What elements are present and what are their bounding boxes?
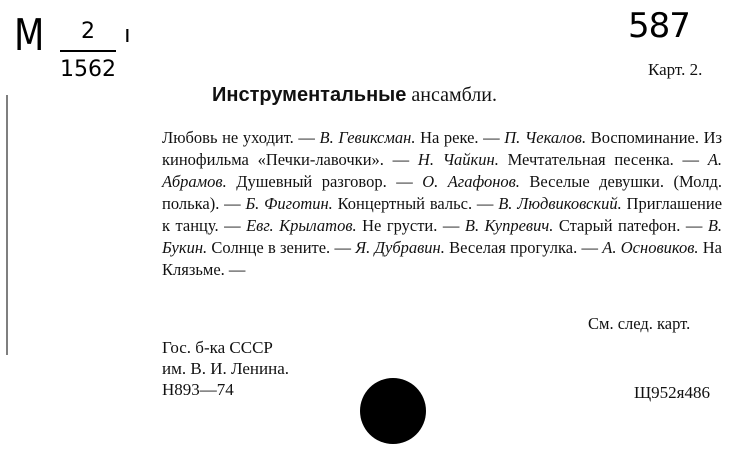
shelf-letter: М [14, 10, 45, 61]
see-next-card: См. след. карт. [588, 314, 691, 333]
entry-author: В. Купревич. [464, 216, 554, 235]
entry-title: Веселая прогулка. [449, 238, 578, 257]
entry-title: Воспоминание. Из кинофильма «Печки-лавочки». [162, 128, 723, 169]
entry-title: Солнце в зените. [211, 238, 331, 257]
shelf-mark: ı [124, 20, 131, 48]
entry-author: Н. Чайкин. [417, 150, 499, 169]
heading-rest: ансамбли. [411, 84, 497, 106]
library-line-3: Н893—74 [162, 380, 234, 399]
entries-list: Любовь не уходит. — В. Гевиксман. На реке. — П. Чекалов. Воспоминание. Из кинофильма «Печки-лавочки». — Н. Чайкин. Мечтательная песенка. — А. Абрамов. Душевный разговор. — О. Агафонов. Веселые девушки. (Молд. полька). — Б. Фиготин. Концертный вальс. — В. Людвиковский. Приглашение к танцу. — Евг. Крылатов. Не грусти. — В. Купревич. Старый патефон. — В. Букин. Солнце в зените. — Я. Дубравин. Веселая прогулка. — А. Основиков. На Клязьме. — [162, 128, 723, 279]
entry-title: Веселые девушки. (Молд. полька). [162, 172, 723, 213]
entry-title: На реке. [420, 128, 479, 147]
entry-author: А. Основиков. [602, 238, 699, 257]
catalog-code: Щ952я486 [634, 383, 710, 402]
entry-author: В. Букин. [162, 216, 723, 257]
inventory-number: 587 [628, 6, 690, 46]
section-heading [212, 84, 497, 107]
shelf-fraction-top: 2 [60, 14, 116, 52]
entry-author: Евг. Крылатов. [246, 216, 357, 235]
card-number: Карт. 2. [648, 60, 703, 79]
entry-author: О. Агафонов. [422, 172, 520, 191]
entry-author: В. Людвиковский. [498, 194, 622, 213]
shelf-fraction [60, 14, 116, 88]
card-edge-shadow [6, 95, 8, 355]
entry-title: Мечтательная песенка. [507, 150, 674, 169]
entry-author: Б. Фиготин. [245, 194, 333, 213]
entry-title: Не грусти. [362, 216, 438, 235]
entry-author: В. Гевиксман. [319, 128, 416, 147]
library-line-2: им. В. И. Ленина. [162, 359, 290, 378]
entry-title: Концертный вальс. [337, 194, 473, 213]
entry-title: На Клязьме. [162, 238, 723, 279]
entry-author: Я. Дубравин. [355, 238, 445, 257]
punch-hole [360, 378, 426, 444]
entry-title: Любовь не уходит. [162, 128, 294, 147]
entry-title: Приглашение к танцу. [162, 194, 723, 235]
entry-title: Старый патефон. [558, 216, 681, 235]
shelf-fraction-bottom: 1562 [60, 57, 116, 82]
entry-author: А. Абрамов. [162, 150, 723, 191]
library-stamp [162, 337, 289, 400]
library-line-1: Гос. б-ка СССР [162, 338, 273, 357]
entry-title: Душевный разговор. [236, 172, 387, 191]
entry-author: П. Чекалов. [504, 128, 587, 147]
heading-bold: Инструментальные [212, 84, 407, 106]
